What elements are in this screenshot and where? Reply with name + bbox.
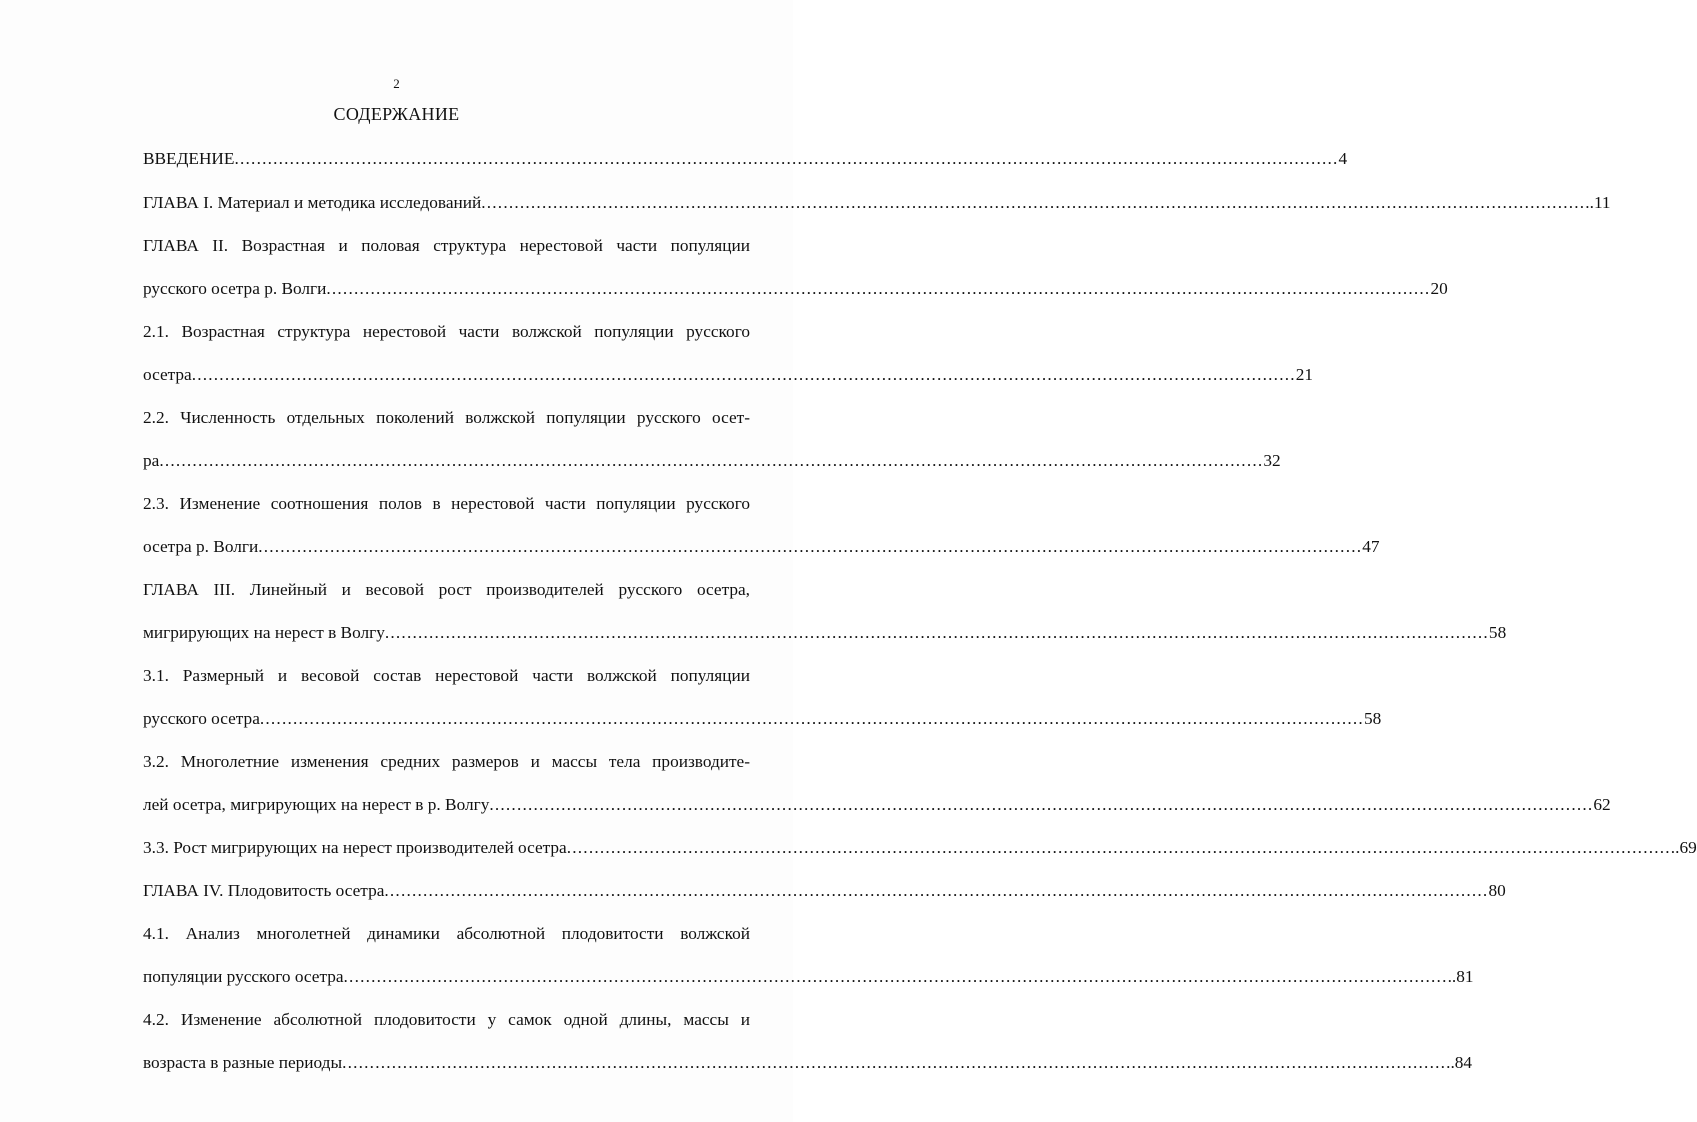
toc-entry-chapter-3-line-1: ГЛАВА III. Линейный и весовой рост производителей русского осетра, xyxy=(143,580,750,599)
toc-entry-chapter-3-line-2: мигрирующих на нерест в Волгу ........................................................................................................................................................................................................ 58 xyxy=(143,623,1507,642)
toc-entry-chapter-2-line-2: русского осетра р. Волги ........................................................................................................................................................................................................ 20 xyxy=(143,279,1448,298)
toc-entry-section-3-3: 3.3. Рост мигрирующих на нерест производителей осетра ........................................................................................................................................................................................................ ..69 xyxy=(143,838,1697,857)
toc-entry-section-2-3-line-2: осетра р. Волги ........................................................................................................................................................................................................ 47 xyxy=(143,537,1380,556)
toc-entry-section-2-2-line-2: ра ........................................................................................................................................................................................................ 32 xyxy=(143,451,1281,470)
toc-entry-section-2-2-line-1: 2.2. Численность отдельных поколений волжской популяции русского осет- xyxy=(143,408,750,427)
toc-entry-section-4-1-line-1: 4.1. Анализ многолетней динамики абсолютной плодовитости волжской xyxy=(143,924,750,943)
toc-entry-chapter-4: ГЛАВА IV. Плодовитость осетра ........................................................................................................................................................................................................ 80 xyxy=(143,881,1506,900)
toc-entry-section-2-1-line-1: 2.1. Возрастная структура нерестовой части волжской популяции русского xyxy=(143,322,750,341)
toc-entry-section-3-2-line-1: 3.2. Многолетние изменения средних размеров и массы тела производите- xyxy=(143,752,750,771)
toc-entry-introduction: ВВЕДЕНИЕ ........................................................................................................................................................................................................ 4 xyxy=(143,149,1348,168)
toc-entry-section-3-2-line-2: лей осетра, мигрирующих на нерест в р. Волгу ........................................................................................................................................................................................................ 62 xyxy=(143,795,1611,814)
page-number: 2 xyxy=(393,76,400,91)
toc-entry-section-3-1-line-2: русского осетра ........................................................................................................................................................................................................ 58 xyxy=(143,709,1382,728)
toc-entry-chapter-1: ГЛАВА I. Материал и методика исследований ........................................................................................................................................................................................................ ..11 xyxy=(143,193,1611,212)
toc-entry-section-4-2-line-2: возраста в разные периоды ........................................................................................................................................................................................................ ..84 xyxy=(143,1053,1473,1072)
toc-entry-section-3-1-line-1: 3.1. Размерный и весовой состав нерестовой части волжской популяции xyxy=(143,666,750,685)
toc-entry-section-2-3-line-1: 2.3. Изменение соотношения полов в нерестовой части популяции русского xyxy=(143,494,750,513)
page-title: СОДЕРЖАНИЕ xyxy=(333,104,460,124)
toc-entry-section-2-1-line-2: осетра ........................................................................................................................................................................................................ 21 xyxy=(143,365,1314,384)
toc-entry-section-4-1-line-2: популяции русского осетра ........................................................................................................................................................................................................ ..81 xyxy=(143,967,1474,986)
toc-entry-chapter-2-line-1: ГЛАВА II. Возрастная и половая структура нерестовой части популяции xyxy=(143,236,750,255)
toc-entry-section-4-2-line-1: 4.2. Изменение абсолютной плодовитости у самок одной длины, массы и xyxy=(143,1010,750,1029)
